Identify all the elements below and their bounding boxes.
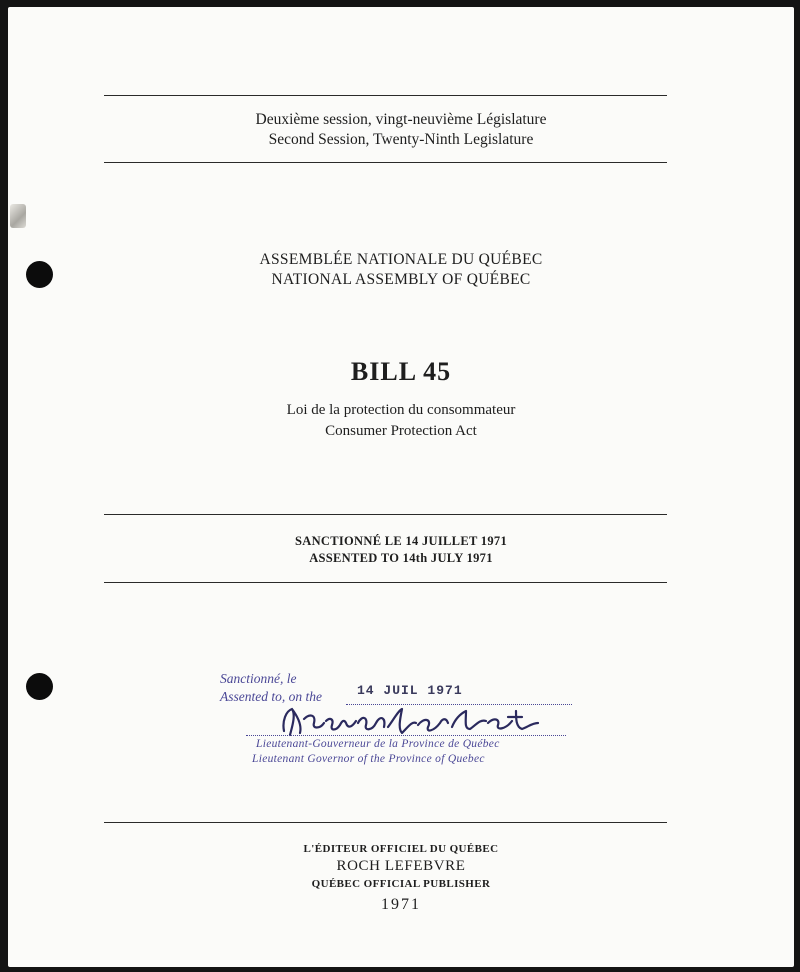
- legislature-en: Second Session, Twenty-Ninth Legislature: [268, 131, 534, 148]
- publisher-rule: [104, 822, 667, 823]
- lieutenant-governor-title-fr: Lieutenant-Gouverneur de la Province de Québec: [256, 738, 500, 750]
- tape-mark: [10, 204, 26, 228]
- assembly-en: NATIONAL ASSEMBLY OF QUÉBEC: [271, 271, 531, 288]
- document-page: [8, 7, 794, 967]
- bill-title-fr: Loi de la protection du consommateur: [286, 402, 516, 418]
- assent-label-fr: Sanctionné, le: [220, 671, 297, 686]
- publication-year: 1971: [381, 896, 421, 913]
- legislature-fr: Deuxième session, vingt-neuvième Législature: [255, 111, 547, 128]
- bill-number: BILL 45: [350, 357, 452, 386]
- sanction-top-rule: [104, 514, 667, 515]
- lieutenant-governor-title-en: Lieutenant Governor of the Province of Quebec: [252, 753, 485, 765]
- header-rule: [104, 162, 667, 163]
- bill-title-en: Consumer Protection Act: [325, 423, 477, 439]
- punch-hole-bottom: [26, 673, 53, 700]
- assent-date-stamp: 14 JUIL 1971: [357, 683, 463, 698]
- sanction-en: ASSENTED TO 14th JULY 1971: [309, 551, 493, 565]
- assent-label-en: Assented to, on the: [220, 689, 322, 704]
- signature-dotline: [246, 735, 566, 736]
- publisher-fr: L'ÉDITEUR OFFICIEL DU QUÉBEC: [303, 843, 499, 855]
- top-rule: [104, 95, 667, 96]
- sanction-bottom-rule: [104, 582, 667, 583]
- publisher-en: QUÉBEC OFFICIAL PUBLISHER: [311, 878, 491, 890]
- sanction-fr: SANCTIONNÉ LE 14 JUILLET 1971: [295, 534, 507, 548]
- assembly-fr: ASSEMBLÉE NATIONALE DU QUÉBEC: [259, 251, 543, 268]
- publisher-name: ROCH LEFEBVRE: [336, 858, 466, 874]
